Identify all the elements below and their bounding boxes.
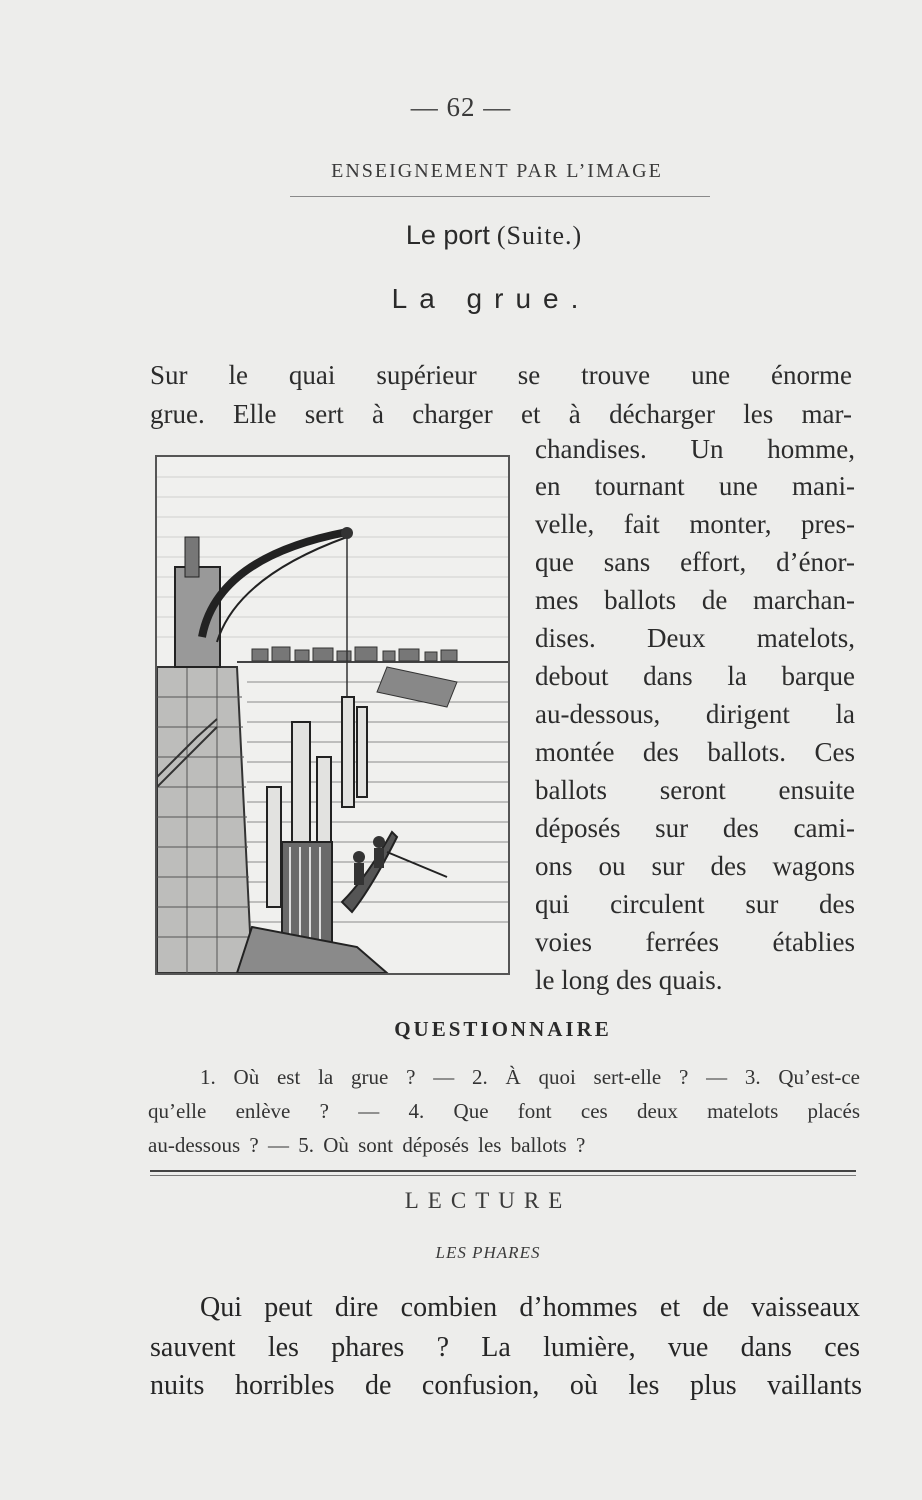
reading-line: nuits horribles de confusion, où les plus vaillants bbox=[150, 1370, 862, 1401]
paragraph-line: debout dans la barque bbox=[535, 661, 855, 691]
paragraph-line: velle, fait monter, pres- bbox=[535, 509, 855, 539]
section-divider bbox=[150, 1170, 856, 1176]
header-rule bbox=[290, 196, 710, 197]
paragraph-line: le long des quais. bbox=[535, 965, 723, 995]
paragraph-line: qui circulent sur des bbox=[535, 889, 855, 919]
lesson-subtitle: La grue. bbox=[391, 283, 591, 314]
paragraph-line: que sans effort, d’énor- bbox=[535, 547, 855, 577]
paragraph-line: mes ballots de marchan- bbox=[535, 585, 855, 615]
paragraph-line: en tournant une mani- bbox=[535, 471, 855, 501]
questionnaire-line: au-dessous ? — 5. Où sont déposés les ballots ? bbox=[148, 1133, 586, 1157]
lesson-suite: (Suite.) bbox=[496, 221, 583, 250]
crane-illustration-drawing bbox=[157, 457, 508, 973]
paragraph-line: chandises. Un homme, bbox=[535, 434, 855, 464]
paragraph-line: Sur le quai supérieur se trouve une énorme bbox=[150, 360, 852, 390]
reading-line: sauvent les phares ? La lumière, vue dans ces bbox=[150, 1332, 860, 1363]
questionnaire-line: 1. Où est la grue ? — 2. À quoi sert-elle ? — 3. Qu’est-ce bbox=[200, 1065, 860, 1089]
paragraph-line: grue. Elle sert à charger et à décharger les mar- bbox=[150, 399, 852, 429]
paragraph-line: voies ferrées établies bbox=[535, 927, 855, 957]
section-header: ENSEIGNEMENT PAR L’IMAGE bbox=[331, 160, 663, 182]
paragraph-line: au-dessous, dirigent la bbox=[535, 699, 855, 729]
lesson-title bbox=[0, 220, 922, 252]
questionnaire-line: qu’elle enlève ? — 4. Que font ces deux matelots placés bbox=[148, 1099, 860, 1123]
paragraph-line: déposés sur des cami- bbox=[535, 813, 855, 843]
reading-line: Qui peut dire combien d’hommes et de vaisseaux bbox=[200, 1292, 860, 1323]
paragraph-line: ballots seront ensuite bbox=[535, 775, 855, 805]
page-number: — 62 — bbox=[410, 92, 512, 122]
reading-subtitle: LES PHARES bbox=[435, 1243, 541, 1262]
paragraph-line: ons ou sur des wagons bbox=[535, 851, 855, 881]
paragraph-line: dises. Deux matelots, bbox=[535, 623, 855, 653]
lesson-title-text: Le port bbox=[405, 220, 490, 250]
questionnaire-title: QUESTIONNAIRE bbox=[394, 1017, 612, 1041]
crane-illustration bbox=[155, 455, 510, 975]
reading-title: LECTURE bbox=[404, 1188, 572, 1213]
paragraph-line: montée des ballots. Ces bbox=[535, 737, 855, 767]
